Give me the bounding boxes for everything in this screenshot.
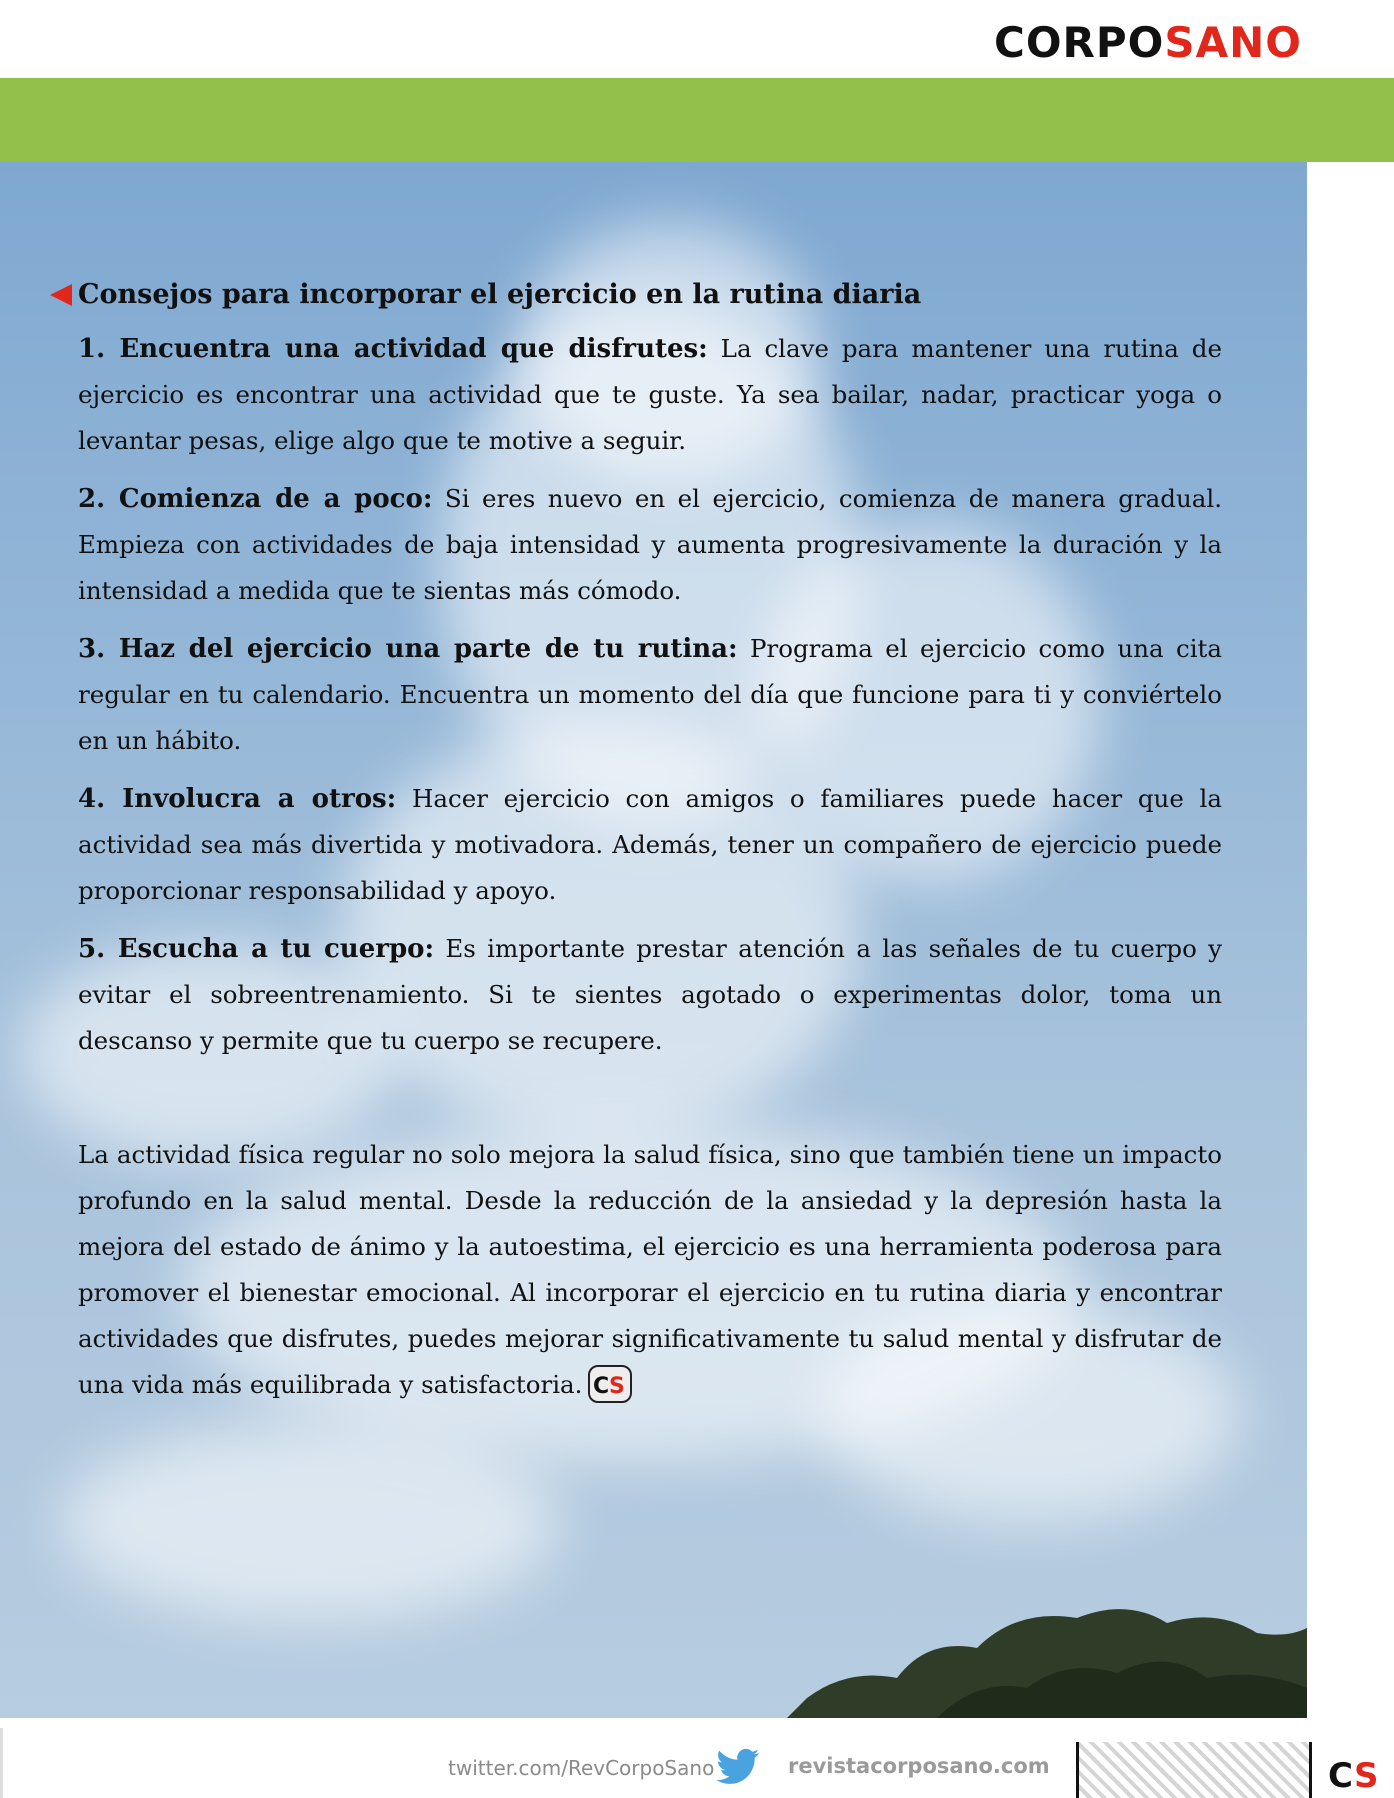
tip-title: 4. Involucra a otros: (78, 784, 397, 814)
tip-title: 2. Comienza de a poco: (78, 484, 433, 514)
twitter-link[interactable]: twitter.com/RevCorpoSano (448, 1756, 715, 1780)
tip-text: La clave para mantener una rutina de ejercicio es encontrar una actividad que te guste. Ya sea bailar, nadar, practicar yoga o levantar pesas, elige algo que te motive a seguir. (78, 334, 1222, 455)
svg-text:S: S (609, 1373, 626, 1399)
header-green-bar (0, 78, 1394, 162)
website-link[interactable]: revistacorposano.com (788, 1754, 1050, 1778)
twitter-bird-icon[interactable] (716, 1748, 760, 1786)
tip-text: Es importante prestar atención a las señales de tu cuerpo y evitar el sobreentrenamiento. Si te sientes agotado o experimentas dolor, toma un descanso y permite que tu cuerpo se recupere. (78, 934, 1222, 1055)
section-heading-text: Consejos para incorporar el ejercicio en la rutina diaria (78, 279, 922, 310)
svg-text:C: C (1328, 1756, 1353, 1792)
svg-text:S: S (1354, 1756, 1379, 1792)
footer-stripe-pattern (1076, 1742, 1312, 1798)
closing-text: La actividad física regular no solo mejora la salud física, sino que también tiene un impacto profundo en la salud mental. Desde la reducción de la ansiedad y la depresión hasta la mejora del estado de ánimo y la autoestima, el ejercicio es una herramienta poderosa para promover el bienestar emocional. Al incorporar el ejercicio en tu rutina diaria y encontrar actividades que disfrutes, puedes mejorar significativamente tu salud mental y disfrutar de una vida más equilibrada y satisfactoria. (78, 1140, 1222, 1399)
page-footer (0, 1718, 1394, 1798)
tip-title: 3. Haz del ejercicio una parte de tu rutina: (78, 634, 738, 664)
section-heading (78, 272, 1222, 318)
tip-text: Hacer ejercicio con amigos o familiares puede hacer que la actividad sea más divertida y motivadora. Además, tener un compañero de ejercicio puede proporcionar responsabilidad y apoyo. (78, 784, 1222, 905)
svg-text:C: C (593, 1373, 610, 1399)
cs-logo-icon (1326, 1756, 1386, 1792)
corposano-logo (994, 18, 1302, 67)
tip-text: Programa el ejercicio como una cita regular en tu calendario. Encuentra un momento del día que funcione para ti y conviértelo en un hábito. (78, 634, 1222, 755)
tip-title: 1. Encuentra una actividad que disfrutes: (78, 334, 708, 364)
logo-part-sano: SANO (1164, 18, 1302, 67)
tip-item-1 (78, 326, 1222, 464)
tip-item-2 (78, 476, 1222, 614)
cs-end-mark-icon (588, 1365, 632, 1403)
closing-paragraph (78, 1132, 1222, 1408)
trees-illustration (787, 1578, 1307, 1718)
tip-text: Si eres nuevo en el ejercicio, comienza de manera gradual. Empieza con actividades de baja intensidad y aumenta progresivamente la duración y la intensidad a medida que te sientas más cómodo. (78, 484, 1222, 605)
logo-part-corpo: CORPO (994, 18, 1165, 67)
article-content (78, 272, 1222, 1433)
red-arrow-icon (50, 284, 72, 306)
tip-item-4 (78, 776, 1222, 914)
tip-item-5 (78, 926, 1222, 1064)
footer-divider (0, 1728, 3, 1798)
tip-title: 5. Escucha a tu cuerpo: (78, 934, 435, 964)
tip-item-3 (78, 626, 1222, 764)
